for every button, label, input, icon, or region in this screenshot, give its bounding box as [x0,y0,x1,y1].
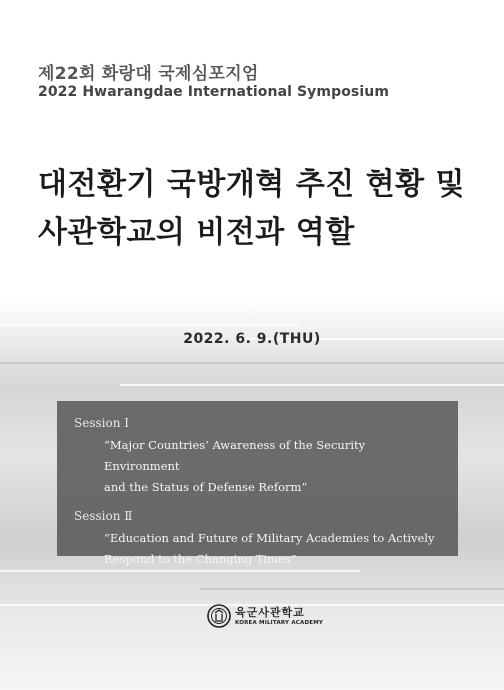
decorative-streak [0,570,360,572]
main-title [38,161,488,257]
session-2-topic [104,528,440,570]
decorative-streak [0,362,504,364]
academy-logo [207,603,323,629]
session-1-topic [104,435,440,498]
session-2 [74,508,440,570]
session-1-topic-line-2: and the Status of Defense Reform” [104,480,308,494]
symposium-title-english: 2022 Hwarangdae International Symposium [38,84,390,100]
main-title-line-2: 사관학교의 비전과 역할 [38,215,355,250]
session-2-label: Session Ⅱ [74,509,133,523]
academy-name-korean: 육군사관학교 [235,605,305,619]
sessions-panel [57,401,458,566]
session-1-topic-line-1: “Major Countries’ Awareness of the Security Environment [104,438,366,473]
decorative-streak [120,384,504,386]
session-2-topic-line-2: Respond to the Changing Times” [104,552,297,566]
symposium-title-korean: 제22회 화랑대 국제심포지엄 [38,64,259,84]
main-title-line-1: 대전환기 국방개혁 추진 현황 및 [38,167,466,202]
session-1 [74,415,440,498]
academy-emblem-icon [207,604,231,628]
session-2-topic-line-1: “Education and Future of Military Academies to Actively [104,531,435,545]
session-1-label: Session Ⅰ [74,416,129,430]
decorative-streak [200,588,504,590]
academy-name-english: KOREA MILITARY ACADEMY [235,619,324,626]
academy-logo-text [235,606,323,627]
event-date: 2022. 6. 9.(THU) [183,331,321,347]
decorative-streak [0,324,300,326]
